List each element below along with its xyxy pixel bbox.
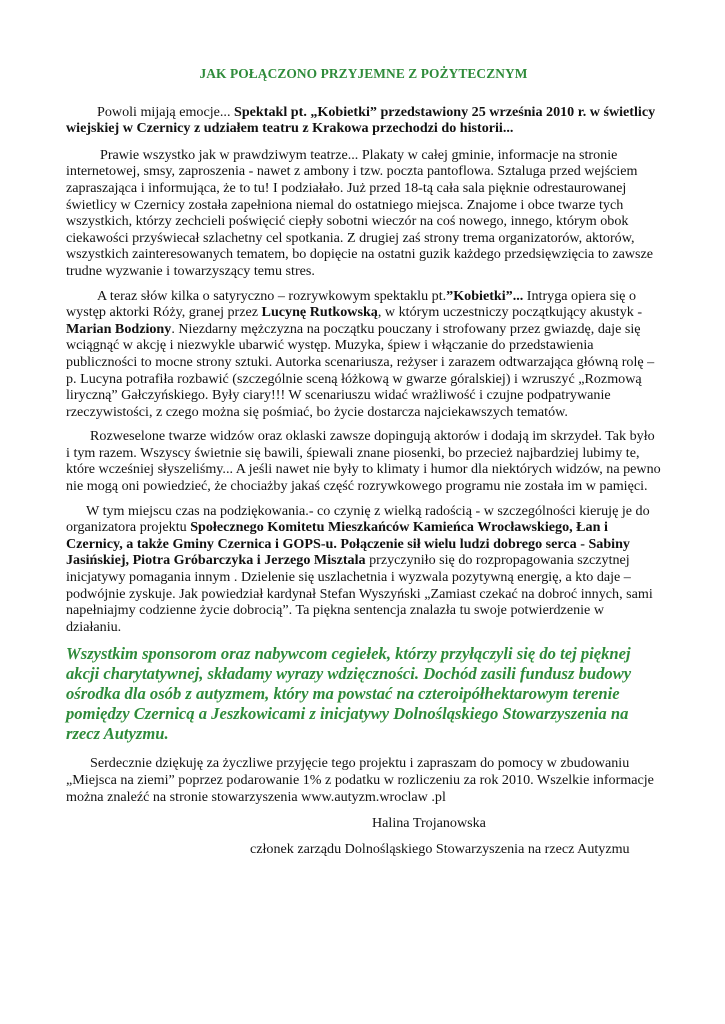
- text-segment: . Niezdarny mężczyzna na początku pouczany i strofowany przez gwiazdę, daje się wciągnąć w akcję i niezwykle ubarwić występ. Muzyka, śpiew i włączanie do przedstawienia publiczności to mocne strony sztuki. Autorka scenariusza, reżyser i zarazem odtwarzająca główną rolę – p. Lucyna potrafiła rozbawić (szczególnie sceną łóżkową w gwarze góralskiej) i wzruszyć „Rozmową liryczną” Gałczyńskiego. Były ciary!!! W scenariuszu widać wrażliwość i czujne podpatrywanie rzeczywistości, z czego można się pośmiać, bo życie dostarcza najciekawszych tematów.: [66, 320, 655, 420]
- paragraph-invitation: Serdecznie dziękuję za życzliwe przyjęcie tego projektu i zapraszam do pomocy w zbudowaniu „Miejsca na ziemi” poprzez podarowanie 1% z podatku w rozliczeniu za rok 2010. Wszelkie informacje można znaleźć na stronie stowarzyszenia www.autyzm.wroclaw .pl: [66, 755, 654, 805]
- paragraph-atmosphere: Prawie wszystko jak w prawdziwym teatrze... Plakaty w całej gminie, informacje na stronie internetowej, smsy, zaproszenia - nawet z ambony i tzw. poczta pantoflowa. Sztaluga przed wejściem zapraszająca i informująca, że to tu! I podziałało. Już przed 18-tą cała sala pięknie odrestaurowanej świetlicy w Czernicy została zapełniona niemal do ostatniego miejsca. Znajome i obce twarze tych wszystkich, którzy zechcieli poświęcić ciepły sobotni wieczór na coś nowego, innego, którym obok ciekawości przyświecał szlachetny cel spotkania. Z drugiej zaś strony trema organizatorów, aktorów, wszystkich zainteresowanych tematem, bo dopięcie na ostatni guzik każdego przedsięwzięcia to zawsze trudne wyzwanie i towarzyszący temu stres.: [66, 146, 654, 279]
- paragraph-play-description: [66, 288, 661, 421]
- text-segment: Intryga opiera się o występ aktorki Róży, granej przez: [66, 287, 636, 321]
- article-title: JAK POŁĄCZONO PRZYJEMNE Z POŻYTECZNYM: [199, 66, 528, 81]
- text-segment: A teraz słów kilka o satyryczno – rozrywkowym spektaklu pt.: [97, 287, 447, 304]
- intro-bold-text: Spektakl pt. „Kobietki” przedstawiony 25 września 2010 r. w świetlicy wiejskiej w Czernicy z udziałem teatru z Krakowa przechodzi do historii...: [66, 103, 656, 137]
- sponsors-thanks: Wszystkim sponsorom oraz nabywcom cegiełek, którzy przyłączyli się do tej pięknej akcji charytatywnej, składamy wyrazy wdzięczności. Dochód zasili fundusz budowy ośrodka dla osób z autyzmem, który ma powstać na czteroipółhektarowym terenie pomiędzy Czernicą a Jeszkowicami z inicjatywy Dolnośląskiego Stowarzyszenia na rzecz Autyzmu.: [66, 644, 632, 744]
- actress-name: Lucynę Rutkowską: [261, 304, 378, 321]
- play-title: ”Kobietki”...: [446, 287, 524, 304]
- paragraph-acknowledgements: [66, 503, 661, 636]
- intro-paragraph: [66, 104, 661, 137]
- intro-text: Powoli mijają emocje...: [97, 103, 234, 120]
- text-segment: przyczyniło się do rozpropagowania szczytnej inicjatywy pomagania innym . Dzielenie się uszlachetnia i wyzwala pozytywną energię, a kto daje – podwójnie zyskuje. Jak powiedział kardynał Stefan Wyszyński „Zamiast czekać na dobroć innych, sami napełniajmy codzienne życie dobrocią”. Ta piękna sentencja znalazła tu swoje potwierdzenie w działaniu.: [66, 552, 653, 635]
- paragraph-audience: Rozweselone twarze widzów oraz oklaski zawsze dopingują aktorów i dodają im skrzydeł. Tak było i tym razem. Wszyscy świetnie się bawili, śpiewali znane piosenki, bo przecież najbardziej lubimy te, które wcześniej słyszeliśmy... A jeśli nawet nie były to klimaty i humor dla niektórych widzów, na pewno nie mogą oni powiedzieć, że chociażby jakaś część rozrywkowego programu nie została im w pamięci.: [66, 428, 661, 495]
- signature-name: Halina Trojanowska: [372, 815, 486, 832]
- actor-name: Marian Bodziony: [66, 320, 172, 337]
- text-segment: W tym miejscu czas na podziękowania.- co czynię z wielką radością - w szczególności kieruję je do organizatora projektu: [66, 502, 650, 536]
- organizers-names: Społecznego Komitetu Mieszkańców Kamieńca Wrocławskiego, Łan i Czernicy, a także Gminy Czernica i GOPS-u. Połączenie sił wielu ludzi dobrego serca - Sabiny Jasińskiej, Piotra Gróbarczyka i Jerzego Misztala: [66, 519, 630, 569]
- text-segment: , w którym uczestniczy początkujący akustyk -: [377, 304, 643, 321]
- signature-role: członek zarządu Dolnośląskiego Stowarzyszenia na rzecz Autyzmu: [250, 840, 630, 857]
